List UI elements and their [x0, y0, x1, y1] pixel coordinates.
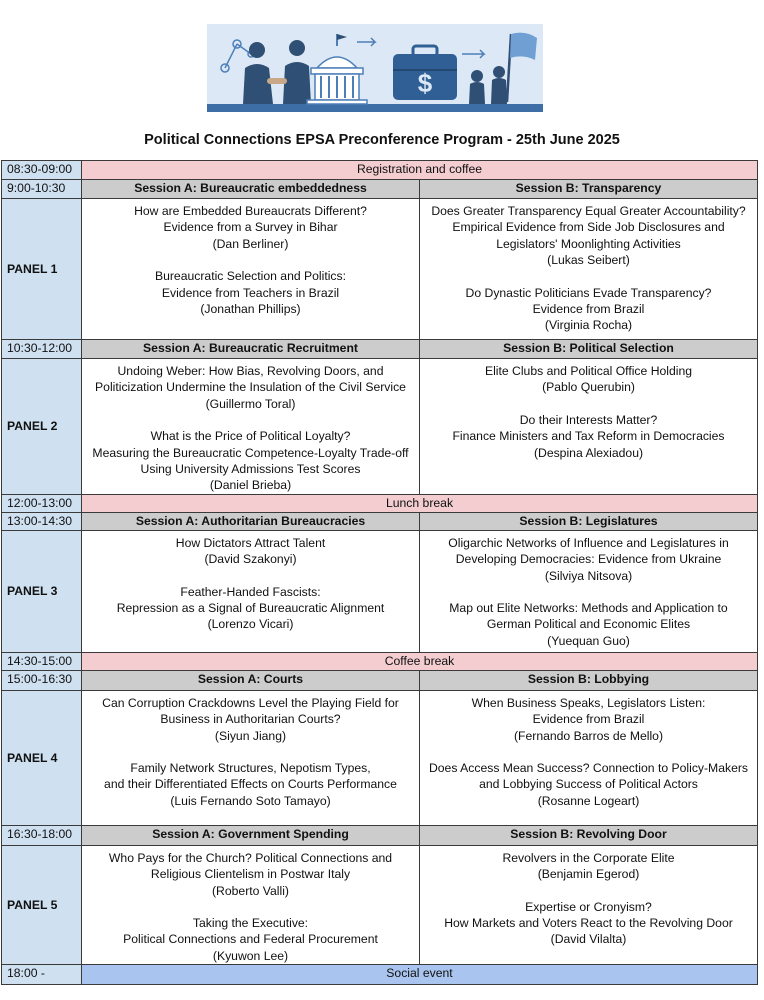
paper-entry	[420, 412, 757, 461]
paper-author: (Benjamin Egerod)	[537, 867, 640, 882]
session-header-row	[2, 180, 758, 199]
paper-author: (Despina Alexiadou)	[533, 445, 644, 460]
panel-label: PANEL 4	[2, 690, 82, 825]
paper-title-line: Evidence from a Survey in Bihar	[163, 220, 338, 235]
paper-title-line: Measuring the Bureaucratic Competence-Loyalty Trade-off	[92, 445, 409, 460]
paper-author: (Siyun Jiang)	[214, 728, 287, 743]
banner-illustration	[207, 24, 543, 112]
break-label: Social event	[82, 965, 758, 985]
paper-entry	[82, 695, 419, 744]
paper-title-line: When Business Speaks, Legislators Listen:	[471, 695, 706, 710]
panel-row	[2, 530, 758, 652]
paper-entry	[420, 285, 757, 334]
session-a-title: Session A: Bureaucratic Recruitment	[82, 340, 420, 359]
paper-entry	[420, 850, 757, 883]
paper-entry	[420, 600, 757, 649]
paper-title-line: Can Corruption Crackdowns Level the Playing Field for	[102, 695, 399, 710]
session-a-title: Session A: Government Spending	[82, 825, 420, 845]
paper-title-line: Religious Clientelism in Postwar Italy	[150, 867, 351, 882]
panel-row	[2, 690, 758, 825]
paper-title-line: Evidence from Teachers in Brazil	[161, 285, 340, 300]
session-b-title: Session B: Revolving Door	[420, 825, 758, 845]
paper-author: (Guillermo Toral)	[205, 396, 296, 411]
session-b-papers	[420, 845, 758, 964]
paper-entry	[82, 760, 419, 809]
program-table	[1, 160, 758, 985]
paper-title-line: Undoing Weber: How Bias, Revolving Doors, and	[117, 364, 384, 378]
break-row-coffee	[2, 652, 758, 670]
paper-author: (Kyuwon Lee)	[212, 948, 289, 963]
paper-author: (Yuequan Guo)	[547, 633, 630, 648]
paper-title-line: Who Pays for the Church? Political Connections and	[108, 850, 393, 865]
paper-title-line: Map out Elite Networks: Methods and Application to	[449, 601, 728, 616]
paper-title-line: Evidence from Brazil	[532, 712, 645, 727]
paper-author: (Silviya Nitsova)	[544, 568, 633, 583]
session-header-row	[2, 825, 758, 845]
panel-label: PANEL 5	[2, 845, 82, 964]
paper-title-line: Using University Admissions Test Scores	[140, 462, 361, 477]
paper-title-line: Bureaucratic Selection and Politics:	[154, 269, 347, 284]
session-b-title: Session B: Legislatures	[420, 512, 758, 530]
session-a-papers	[82, 359, 420, 495]
time-cell: 08:30-09:00	[2, 161, 82, 180]
session-b-title: Session B: Transparency	[420, 180, 758, 199]
paper-entry	[82, 584, 419, 633]
paper-entry	[420, 760, 757, 809]
page-title: Political Connections EPSA Preconference Program - 25th June 2025	[144, 132, 620, 148]
paper-title-line: Business in Authoritarian Courts?	[160, 712, 341, 727]
paper-title-line: German Political and Economic Elites	[486, 617, 691, 632]
paper-title-line: Do Dynastic Politicians Evade Transparency?	[465, 285, 712, 300]
time-cell: 18:00 -	[2, 965, 82, 985]
paper-title-line: Taking the Executive:	[192, 916, 309, 931]
paper-author: (Lorenzo Vicari)	[207, 617, 294, 632]
time-cell: 15:00-16:30	[2, 670, 82, 690]
session-a-papers	[82, 530, 420, 652]
paper-title-line: Finance Ministers and Tax Reform in Democracies	[452, 429, 725, 444]
paper-entry	[82, 428, 419, 494]
paper-title-line: How Markets and Voters React to the Revolving Door	[444, 916, 733, 931]
paper-title-line: Politicization Undermine the Insulation of the Civil Service	[95, 380, 406, 395]
paper-title-line: Developing Democracies: Evidence from Ukraine	[455, 552, 722, 567]
panel-row	[2, 199, 758, 340]
time-cell: 10:30-12:00	[2, 340, 82, 359]
paper-author: (Lukas Seibert)	[547, 253, 630, 268]
time-cell: 16:30-18:00	[2, 825, 82, 845]
panel-row	[2, 359, 758, 495]
paper-entry	[82, 915, 419, 964]
time-cell: 9:00-10:30	[2, 180, 82, 199]
session-b-papers	[420, 359, 758, 495]
paper-title-line: Repression as a Signal of Bureaucratic Alignment	[116, 601, 385, 616]
session-b-papers	[420, 199, 758, 340]
paper-title-line: How are Embedded Bureaucrats Different?	[134, 204, 367, 218]
panel-label: PANEL 2	[2, 359, 82, 495]
paper-author: (Pablo Querubin)	[542, 380, 635, 395]
paper-author: (Dan Berliner)	[212, 236, 289, 251]
paper-title-line: and their Differentiated Effects on Courts Performance	[104, 777, 397, 792]
session-a-papers	[82, 199, 420, 340]
session-header-row	[2, 512, 758, 530]
panel-label: PANEL 3	[2, 530, 82, 652]
session-a-papers	[82, 845, 420, 964]
break-label: Coffee break	[82, 652, 758, 670]
paper-title-line: Expertise or Cronyism?	[525, 899, 652, 914]
panel-row	[2, 845, 758, 964]
paper-entry	[420, 363, 757, 396]
paper-author: (David Szakonyi)	[204, 552, 297, 567]
break-row-lunch	[2, 494, 758, 512]
paper-author: (David Vilalta)	[550, 932, 627, 947]
session-a-title: Session A: Bureaucratic embeddedness	[82, 180, 420, 199]
paper-entry	[82, 535, 419, 568]
paper-author: (Roberto Valli)	[212, 883, 289, 898]
time-cell: 13:00-14:30	[2, 512, 82, 530]
paper-title-line: Revolvers in the Corporate Elite	[502, 850, 675, 865]
paper-title-line: What is the Price of Political Loyalty?	[150, 429, 351, 444]
time-cell: 12:00-13:00	[2, 494, 82, 512]
paper-title-line: and Lobbying Success of Political Actors	[479, 777, 698, 792]
paper-title-line: Do their Interests Matter?	[519, 412, 658, 427]
paper-title-line: Elite Clubs and Political Office Holding	[484, 364, 693, 378]
paper-title-line: Oligarchic Networks of Influence and Legislatures in	[448, 535, 729, 550]
time-cell: 14:30-15:00	[2, 652, 82, 670]
paper-entry	[82, 850, 419, 899]
paper-entry	[420, 899, 757, 948]
session-a-title: Session A: Courts	[82, 670, 420, 690]
paper-entry	[420, 535, 757, 584]
paper-title-line: Evidence from Brazil	[532, 302, 645, 317]
paper-title-line: How Dictators Attract Talent	[175, 535, 326, 550]
paper-title-line: Political Connections and Federal Procurement	[123, 932, 378, 947]
paper-title-line: Feather-Handed Fascists:	[180, 584, 321, 599]
session-a-title: Session A: Authoritarian Bureaucracies	[82, 512, 420, 530]
paper-entry	[82, 363, 419, 412]
paper-entry	[420, 695, 757, 744]
svg-text:$: $	[417, 68, 433, 98]
session-a-papers	[82, 690, 420, 825]
paper-author: (Fernando Barros de Mello)	[513, 728, 664, 743]
paper-entry	[420, 203, 757, 269]
break-label: Registration and coffee	[82, 161, 758, 180]
paper-title-line: Does Access Mean Success? Connection to Policy-Makers	[428, 761, 749, 776]
paper-author: (Jonathan Phillips)	[200, 302, 301, 317]
session-b-papers	[420, 530, 758, 652]
break-row-registration	[2, 161, 758, 180]
paper-author: (Luis Fernando Soto Tamayo)	[170, 793, 331, 808]
paper-title-line: Legislators' Moonlighting Activities	[496, 236, 681, 251]
session-b-title: Session B: Political Selection	[420, 340, 758, 359]
break-row-social	[2, 965, 758, 985]
paper-author: (Daniel Brieba)	[209, 478, 292, 493]
session-header-row	[2, 340, 758, 359]
paper-title-line: Family Network Structures, Nepotism Types,	[130, 761, 371, 776]
paper-title-line: Empirical Evidence from Side Job Disclosures and	[452, 220, 725, 235]
paper-entry	[82, 203, 419, 252]
paper-title-line: Does Greater Transparency Equal Greater Accountability?	[431, 204, 746, 218]
panel-label: PANEL 1	[2, 199, 82, 340]
session-b-papers	[420, 690, 758, 825]
paper-author: (Virginia Rocha)	[544, 318, 633, 333]
paper-author: (Rosanne Logeart)	[537, 793, 640, 808]
break-label: Lunch break	[82, 494, 758, 512]
session-header-row	[2, 670, 758, 690]
paper-entry	[82, 268, 419, 317]
session-b-title: Session B: Lobbying	[420, 670, 758, 690]
